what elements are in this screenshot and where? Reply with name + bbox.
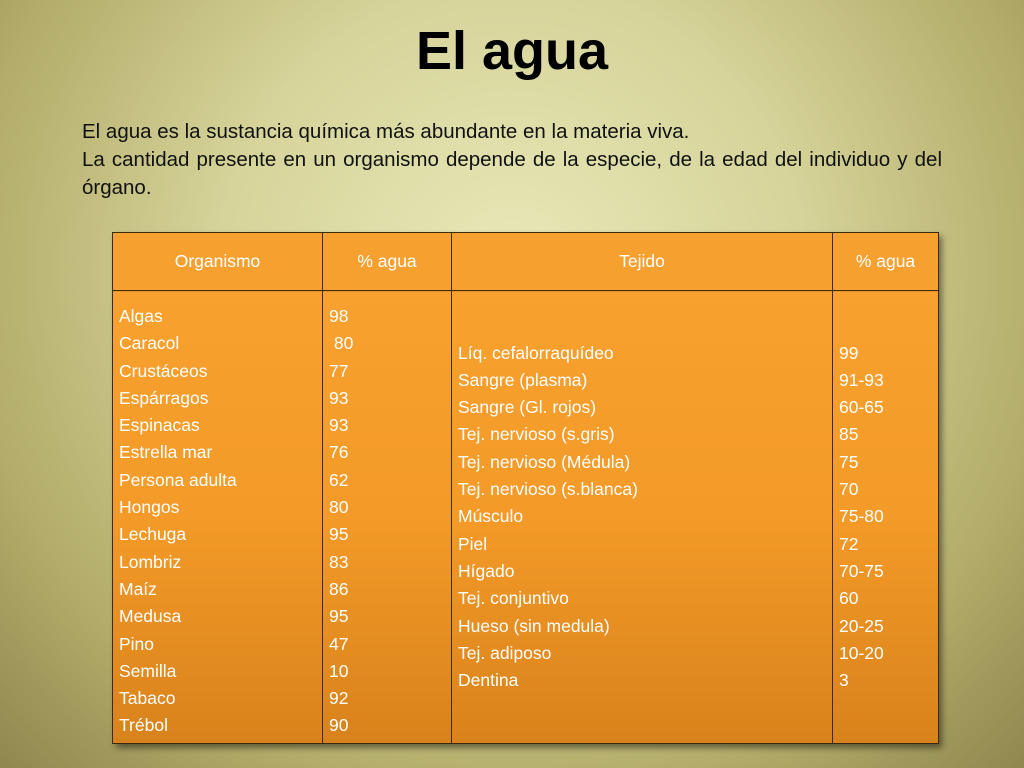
tissue-item: Dentina [458, 670, 519, 691]
header-agua-tejido: % agua [833, 233, 939, 291]
table-header-row [113, 233, 939, 291]
tissue-water-item: 91-93 [839, 369, 884, 390]
organism-list [119, 303, 322, 740]
organism-item: Lechuga [119, 524, 187, 545]
tissue-water-item: 70 [839, 479, 859, 500]
organism-water-item: 77 [329, 360, 349, 381]
organism-water-item: 83 [329, 551, 349, 572]
intro-line-1: El agua es la sustancia química más abundante en la materia viva. [82, 120, 690, 143]
organism-water-item: 80 [329, 497, 349, 518]
tissue-water-item: 70-75 [839, 560, 884, 581]
organism-item: Espárragos [119, 387, 209, 408]
organism-water-item: 10 [329, 660, 349, 681]
organism-item: Lombriz [119, 551, 182, 572]
organism-water-item: 90 [329, 715, 349, 736]
water-table [112, 232, 939, 744]
organism-item: Tabaco [119, 688, 176, 709]
organism-water-item: 86 [329, 578, 349, 599]
organism-water-item: 93 [329, 387, 349, 408]
organism-cell [113, 291, 323, 744]
organism-water-item: 47 [329, 633, 349, 654]
tissue-item: Tej. nervioso (s.blanca) [458, 479, 638, 500]
organism-water-item: 76 [329, 442, 349, 463]
header-agua-organismo: % agua [323, 233, 452, 291]
tissue-item: Piel [458, 533, 488, 554]
tissue-item: Músculo [458, 506, 524, 527]
organism-item: Persona adulta [119, 469, 237, 490]
tissue-item: Hueso (sin medula) [458, 615, 610, 636]
tissue-water-item: 99 [839, 342, 859, 363]
header-tejido: Tejido [452, 233, 833, 291]
page-title: El agua [415, 21, 609, 81]
table-body-row [113, 291, 939, 744]
tissue-water-item: 20-25 [839, 615, 884, 636]
intro-line-2: La cantidad presente en un organismo depende de la especie, de la edad del individuo y del órgano. [82, 148, 942, 199]
intro-text [82, 118, 942, 202]
tissue-water-item: 75-80 [839, 506, 884, 527]
organism-water-item: 95 [329, 606, 349, 627]
tissue-item: Tej. adiposo [458, 642, 552, 663]
organism-water-list [329, 303, 451, 740]
tissue-water-cell [833, 291, 939, 744]
tissue-water-item: 3 [839, 670, 849, 691]
water-table-container [112, 232, 938, 744]
organism-item: Trébol [119, 715, 168, 736]
tissue-water-item: 10-20 [839, 642, 884, 663]
organism-water-item: 98 [329, 306, 349, 326]
tissue-water-item: 85 [839, 424, 859, 445]
organism-water-item: 93 [329, 415, 349, 436]
tissue-item: Líq. cefalorraquídeo [458, 342, 614, 363]
organism-water-item: 62 [329, 469, 349, 490]
organism-item: Medusa [119, 606, 182, 627]
organism-item: Caracol [119, 333, 180, 354]
tissue-item: Tej. conjuntivo [458, 588, 569, 609]
tissue-water-item: 75 [839, 451, 859, 472]
tissue-water-item: 60-65 [839, 397, 884, 418]
tissue-cell [452, 291, 833, 744]
organism-water-item: 95 [329, 524, 349, 545]
tissue-water-item: 72 [839, 533, 859, 554]
organism-item: Algas [119, 306, 163, 326]
tissue-item: Sangre (Gl. rojos) [458, 397, 597, 418]
tissue-water-list [839, 340, 938, 695]
organism-item: Pino [119, 633, 155, 654]
organism-water-item: 92 [329, 688, 349, 709]
header-organismo: Organismo [113, 233, 323, 291]
tissue-item: Tej. nervioso (s.gris) [458, 424, 615, 445]
tissue-water-item: 60 [839, 588, 859, 609]
organism-item: Maíz [119, 578, 157, 599]
organism-water-cell [323, 291, 452, 744]
tissue-list [458, 340, 832, 695]
tissue-item: Tej. nervioso (Médula) [458, 451, 631, 472]
organism-item: Estrella mar [119, 442, 213, 463]
organism-item: Semilla [119, 660, 177, 681]
organism-item: Hongos [119, 497, 180, 518]
tissue-item: Hígado [458, 560, 515, 581]
organism-item: Espinacas [119, 415, 200, 436]
organism-item: Crustáceos [119, 360, 208, 381]
tissue-item: Sangre (plasma) [458, 369, 588, 390]
organism-water-item: 80 [329, 333, 354, 354]
